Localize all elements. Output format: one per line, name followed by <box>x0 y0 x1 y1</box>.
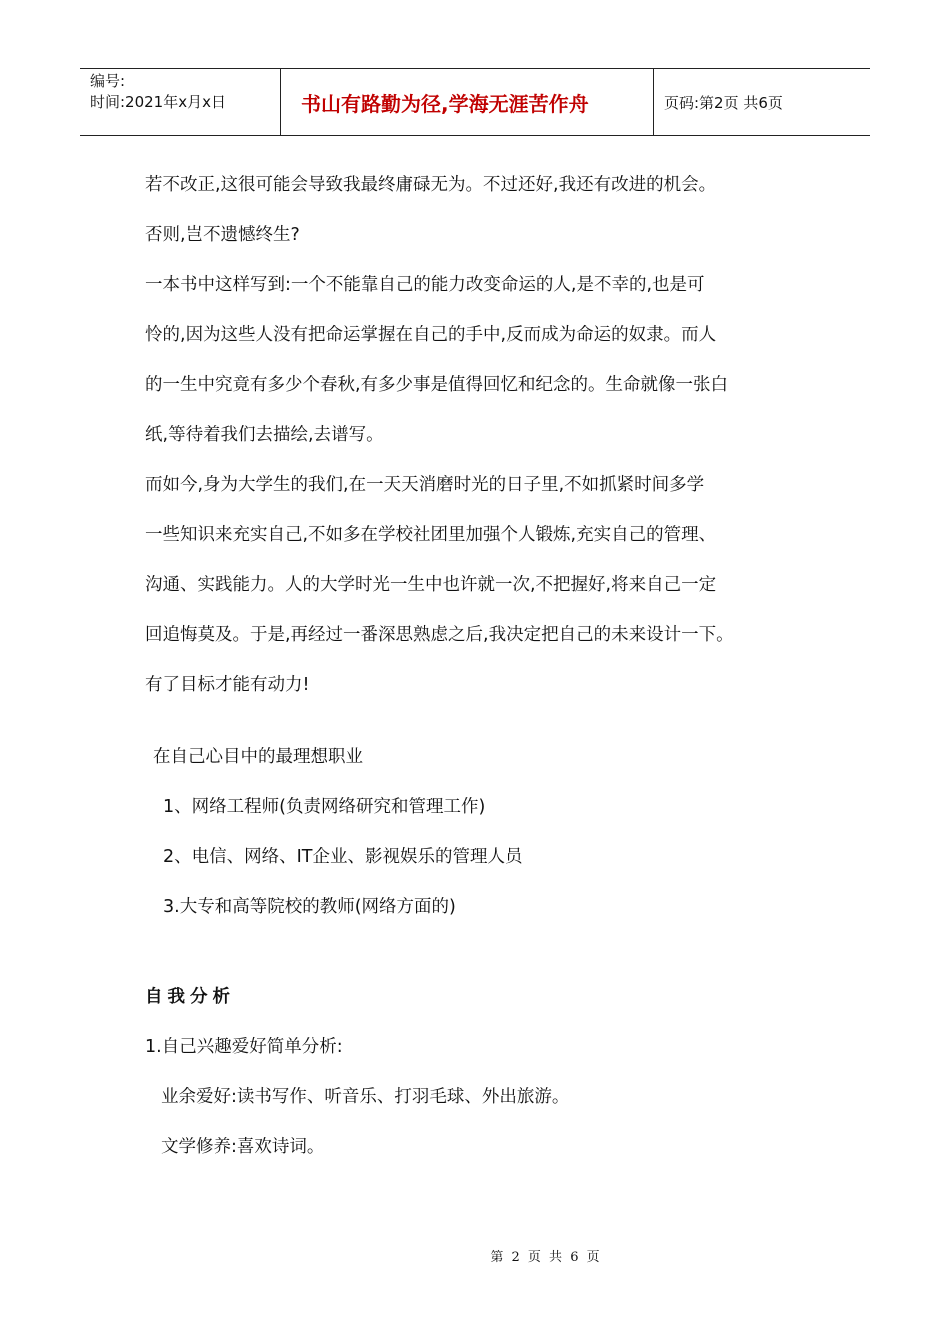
page-header <box>80 68 870 136</box>
spacer <box>145 932 825 972</box>
body-line-10: 回追悔莫及。于是,再经过一番深思熟虑之后,我决定把自己的未来设计一下。 <box>145 625 734 645</box>
analysis-item: 1.自己兴趣爱好简单分析: <box>145 1037 343 1057</box>
body-line-8: 一些知识来充实自己,不如多在学校社团里加强个人锻炼,充实自己的管理、 <box>145 525 717 545</box>
body-line-4: 怜的,因为这些人没有把命运掌握在自己的手中,反而成为命运的奴隶。而人 <box>145 325 717 345</box>
career-item-1: 1、网络工程师(负责网络研究和管理工作) <box>163 797 486 817</box>
body-line-6: 纸,等待着我们去描绘,去谱写。 <box>145 425 384 445</box>
hobbies-line: 业余爱好:读书写作、听音乐、打羽毛球、外出旅游。 <box>161 1087 570 1107</box>
body-line-7: 而如今,身为大学生的我们,在一天天消磨时光的日子里,不如抓紧时间多学 <box>145 475 705 495</box>
document-date: 时间:2021年x月x日 <box>90 93 226 111</box>
document-body <box>145 160 825 1172</box>
career-item-2: 2、电信、网络、IT企业、影视娱乐的管理人员 <box>163 847 523 867</box>
body-line-2: 否则,岂不遗憾终生? <box>145 225 300 245</box>
body-line-1: 若不改正,这很可能会导致我最终庸碌无为。不过还好,我还有改进的机会。 <box>145 175 717 195</box>
career-item-3: 3.大专和高等院校的教师(网络方面的) <box>163 897 456 917</box>
header-page-info: 页码:第2页 共6页 <box>664 93 783 112</box>
body-line-11: 有了目标才能有动力! <box>145 675 310 695</box>
document-number-label: 编号: <box>90 72 126 90</box>
page-footer: 第 2 页 共 6 页 <box>490 1250 600 1265</box>
spacer <box>145 710 825 732</box>
ideal-career-title: 在自己心目中的最理想职业 <box>153 747 363 767</box>
body-line-3: 一本书中这样写到:一个不能靠自己的能力改变命运的人,是不幸的,也是可 <box>145 275 705 295</box>
header-motto: 书山有路勤为径,学海无涯苦作舟 <box>281 69 654 135</box>
literature-line: 文学修养:喜欢诗词。 <box>161 1137 325 1157</box>
body-line-9: 沟通、实践能力。人的大学时光一生中也许就一次,不把握好,将来自己一定 <box>145 575 717 595</box>
section-title: 自我分析 <box>145 987 235 1007</box>
body-line-5: 的一生中究竟有多少个春秋,有多少事是值得回忆和纪念的。生命就像一张白 <box>145 375 729 395</box>
header-meta-cell <box>80 69 281 135</box>
